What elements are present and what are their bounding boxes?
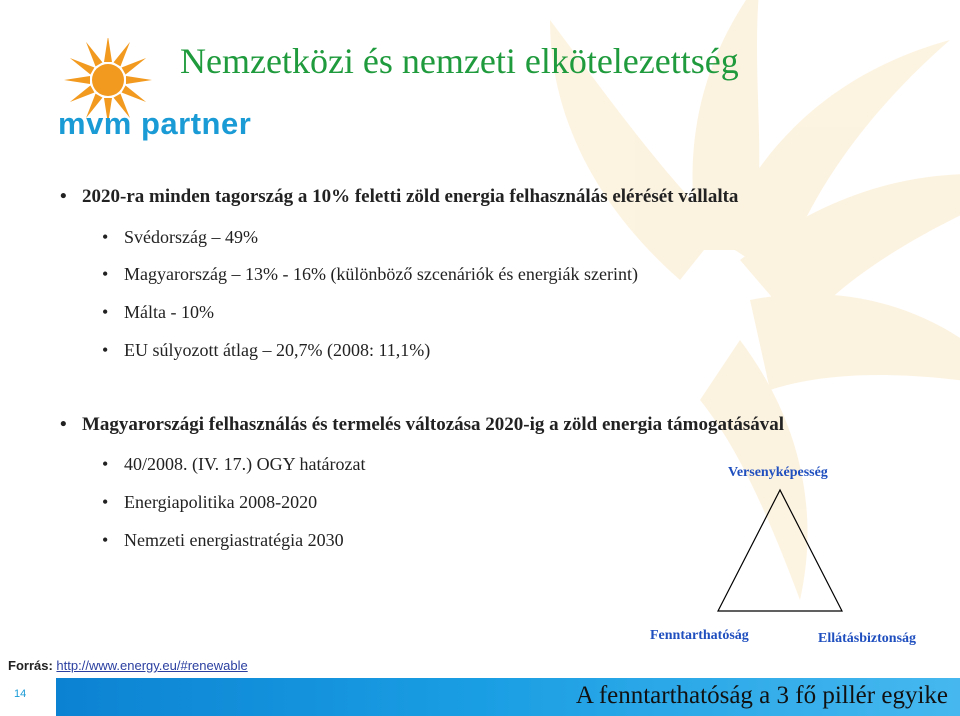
source-label: Forrás: xyxy=(8,658,53,673)
sub-bullet-text: Magyarország – 13% - 16% (különböző szcenáriók és energiák szerint) xyxy=(124,264,638,284)
triangle-label-left: Fenntarthatóság xyxy=(650,628,749,643)
sub-bullet-text: EU súlyozott átlag – 20,7% (2008: 11,1%) xyxy=(124,340,431,360)
footer-caption: A fenntarthatóság a 3 fő pillér egyike xyxy=(575,682,948,709)
logo-text: mvm partner xyxy=(58,106,252,141)
sub-bullet-text: Nemzeti energiastratégia 2030 xyxy=(124,530,344,550)
triangle-label-right: Ellátásbiztonság xyxy=(818,631,917,646)
sub-bullet: • 40/2008. (IV. 17.) OGY határozat xyxy=(102,454,366,474)
sub-bullet: • Málta - 10% xyxy=(102,302,214,322)
sub-bullet-text: Málta - 10% xyxy=(124,302,214,322)
sub-bullet-text: 40/2008. (IV. 17.) OGY határozat xyxy=(124,454,366,474)
bullet-heading-2 xyxy=(60,414,784,436)
bullet-text: Magyarországi felhasználás és termelés változása 2020-ig a zöld energia támogatásával xyxy=(82,414,784,435)
sub-bullet-text: Svédország – 49% xyxy=(124,227,258,247)
page-number: 14 xyxy=(14,688,27,700)
sub-bullet: • Energiapolitika 2008-2020 xyxy=(102,492,318,512)
slide-title: Nemzetközi és nemzeti elkötelezettség xyxy=(180,41,739,81)
source-link[interactable]: http://www.energy.eu/#renewable xyxy=(56,658,248,673)
page-number-box xyxy=(0,678,56,716)
sub-bullet: • EU súlyozott átlag – 20,7% (2008: 11,1%) xyxy=(102,340,431,360)
sub-bullet: • Nemzeti energiastratégia 2030 xyxy=(102,530,344,550)
sub-bullet: • Magyarország – 13% - 16% (különböző szcenáriók és energiák szerint) xyxy=(102,264,638,284)
sub-bullet-text: Energiapolitika 2008-2020 xyxy=(124,492,318,512)
sub-bullet: • Svédország – 49% xyxy=(102,227,258,247)
bullet-dot: • xyxy=(60,414,67,435)
source-line xyxy=(8,658,248,673)
bullet-text: 2020-ra minden tagország a 10% feletti zöld energia felhasználás elérését vállalta xyxy=(82,186,739,207)
bullet-dot: • xyxy=(60,186,67,207)
bullet-heading-1 xyxy=(60,186,739,208)
triangle-label-top: Versenyképesség xyxy=(728,465,828,480)
